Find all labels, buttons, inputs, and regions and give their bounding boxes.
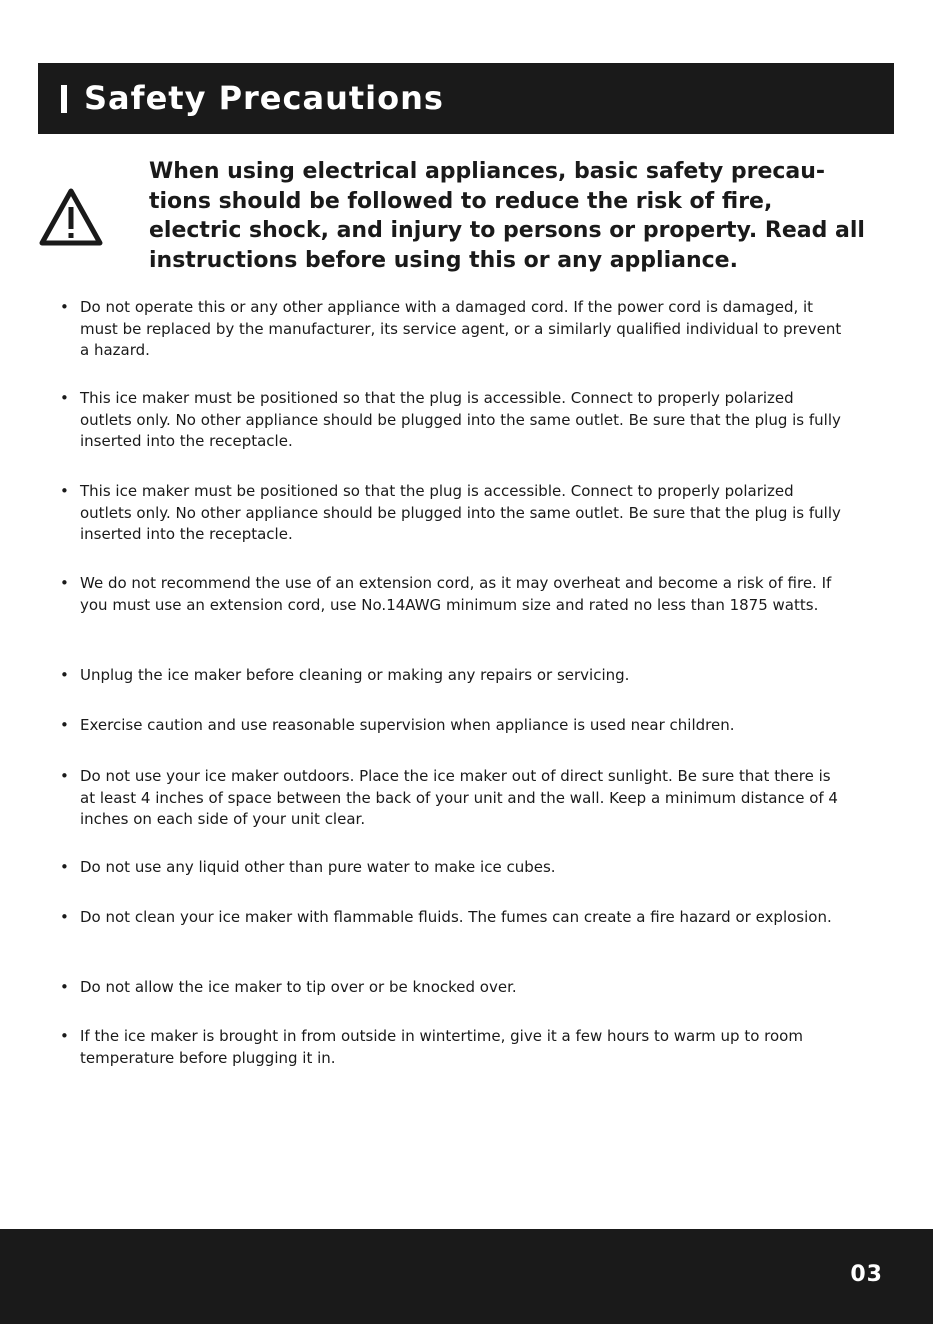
list-item-text: Exercise caution and use reasonable supervision when appliance is used near children. bbox=[80, 716, 735, 734]
bullet-icon: • bbox=[60, 1027, 69, 1045]
bullet-icon: • bbox=[60, 767, 69, 785]
header-accent-bar bbox=[61, 85, 67, 113]
header-bar bbox=[38, 63, 894, 134]
list-item-text: If the ice maker is brought in from outside in wintertime, give it a few hours to warm up to room temperature before plugging it in. bbox=[80, 1027, 803, 1067]
bullet-icon: • bbox=[60, 716, 69, 734]
intro-warning-text: When using electrical appliances, basic safety precau-tions should be followed to reduce the risk of fire, electric shock, and injury to persons or property. Read all instructions before using this or any appliance. bbox=[149, 159, 865, 273]
list-item-text: Unplug the ice maker before cleaning or making any repairs or servicing. bbox=[80, 666, 630, 684]
list-item-text: We do not recommend the use of an extension cord, as it may overheat and become a risk of fire. If you must use an extension cord, use No.14AWG minimum size and rated no less than 1875 watts. bbox=[80, 574, 832, 614]
page-title: Safety Precautions bbox=[84, 79, 444, 117]
page-number: 03 bbox=[850, 1262, 883, 1287]
bullet-icon: • bbox=[60, 389, 69, 407]
warning-triangle-icon bbox=[38, 187, 104, 247]
bullet-icon: • bbox=[60, 574, 69, 592]
bullet-icon: • bbox=[60, 978, 69, 996]
list-item-text: This ice maker must be positioned so that the plug is accessible. Connect to properly polarized outlets only. No other appliance should be plugged into the same outlet. Be sure that the plug is fully inserted into the receptacle. bbox=[80, 482, 841, 543]
list-item-text: Do not operate this or any other appliance with a damaged cord. If the power cord is damaged, it must be replaced by the manufacturer, its service agent, or a similarly qualified individual to prevent a hazard. bbox=[80, 298, 842, 359]
list-item-text: Do not use any liquid other than pure water to make ice cubes. bbox=[80, 858, 556, 876]
bullet-icon: • bbox=[60, 666, 69, 684]
bullet-icon: • bbox=[60, 908, 69, 926]
footer-bar bbox=[0, 1229, 933, 1324]
list-item-text: This ice maker must be positioned so that the plug is accessible. Connect to properly polarized outlets only. No other appliance should be plugged into the same outlet. Be sure that the plug is fully inserted into the receptacle. bbox=[80, 389, 841, 450]
bullet-icon: • bbox=[60, 482, 69, 500]
list-item-text: Do not use your ice maker outdoors. Place the ice maker out of direct sunlight. Be sure that there is at least 4 inches of space between the back of your unit and the wall. Keep a minimum distance of 4 inches on each side of your unit clear. bbox=[80, 767, 838, 828]
bullet-icon: • bbox=[60, 858, 69, 876]
bullet-icon: • bbox=[60, 298, 69, 316]
list-item-text: Do not allow the ice maker to tip over or be knocked over. bbox=[80, 978, 517, 996]
list-item-text: Do not clean your ice maker with flammable fluids. The fumes can create a fire hazard or explosion. bbox=[80, 908, 832, 926]
